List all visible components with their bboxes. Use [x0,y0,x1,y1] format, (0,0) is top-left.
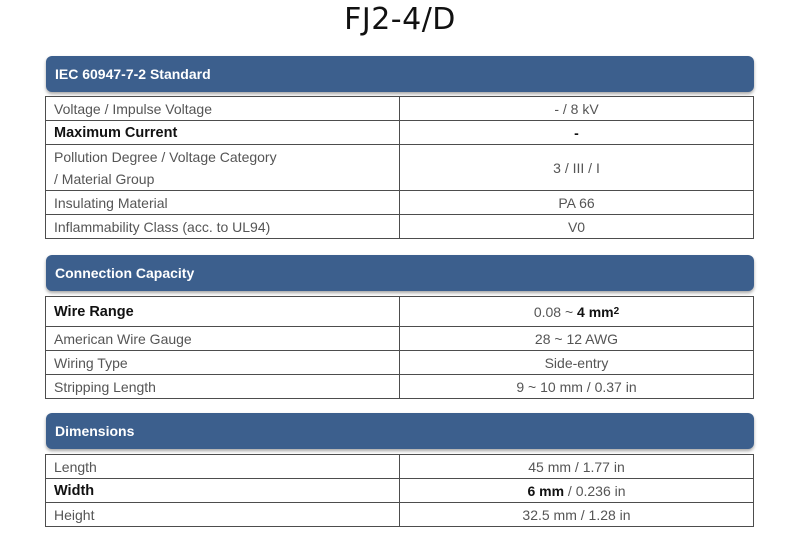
table-row [46,455,754,479]
table-row [46,375,754,399]
spec-label: Inflammability Class (acc. to UL94) [46,215,400,239]
spec-value: PA 66 [400,191,754,215]
table-row [46,145,754,191]
table-row [46,503,754,527]
spec-label-line: Pollution Degree / Voltage Category [54,148,277,165]
spec-value: - [400,121,754,145]
spec-table-standard [45,96,754,239]
spec-table-connection [45,296,754,399]
spec-value-bold: 6 mm [527,482,565,499]
spec-value: 28 ~ 12 AWG [400,327,754,351]
section-header-connection: Connection Capacity [46,255,754,291]
superscript: 2 [613,305,620,317]
spec-value [400,479,754,503]
spec-label-line: / Material Group [54,170,155,187]
spec-label: American Wire Gauge [46,327,400,351]
spec-value: Side-entry [400,351,754,375]
spec-label: Wire Range [46,297,400,327]
spec-value: 3 / III / I [400,145,754,191]
table-row [46,327,754,351]
spec-value: 32.5 mm / 1.28 in [400,503,754,527]
spec-label: Insulating Material [46,191,400,215]
spec-label: Height [46,503,400,527]
spec-label: Wiring Type [46,351,400,375]
spec-value: 45 mm / 1.77 in [400,455,754,479]
table-row [46,97,754,121]
spec-label: Length [46,455,400,479]
spec-label [46,145,400,191]
spec-value: 9 ~ 10 mm / 0.37 in [400,375,754,399]
spec-label: Width [46,479,400,503]
spec-value-prefix: 0.08 ~ [533,303,578,320]
spec-value: - / 8 kV [400,97,754,121]
table-row [46,351,754,375]
spec-label: Maximum Current [46,121,400,145]
section-header-dimensions: Dimensions [46,413,754,449]
table-row [46,191,754,215]
section-header-standard: IEC 60947-7-2 Standard [46,56,754,92]
table-row [46,215,754,239]
table-row [46,479,754,503]
spec-label: Stripping Length [46,375,400,399]
spec-value-bold: 4 mm [577,303,614,320]
spec-value-suffix: / 0.236 in [564,482,626,499]
table-row [46,121,754,145]
spec-label: Voltage / Impulse Voltage [46,97,400,121]
spec-value: V0 [400,215,754,239]
spec-table-dimensions [45,454,754,527]
page-title: FJ2-4/D [344,2,456,37]
table-row [46,297,754,327]
spec-value [400,297,754,327]
